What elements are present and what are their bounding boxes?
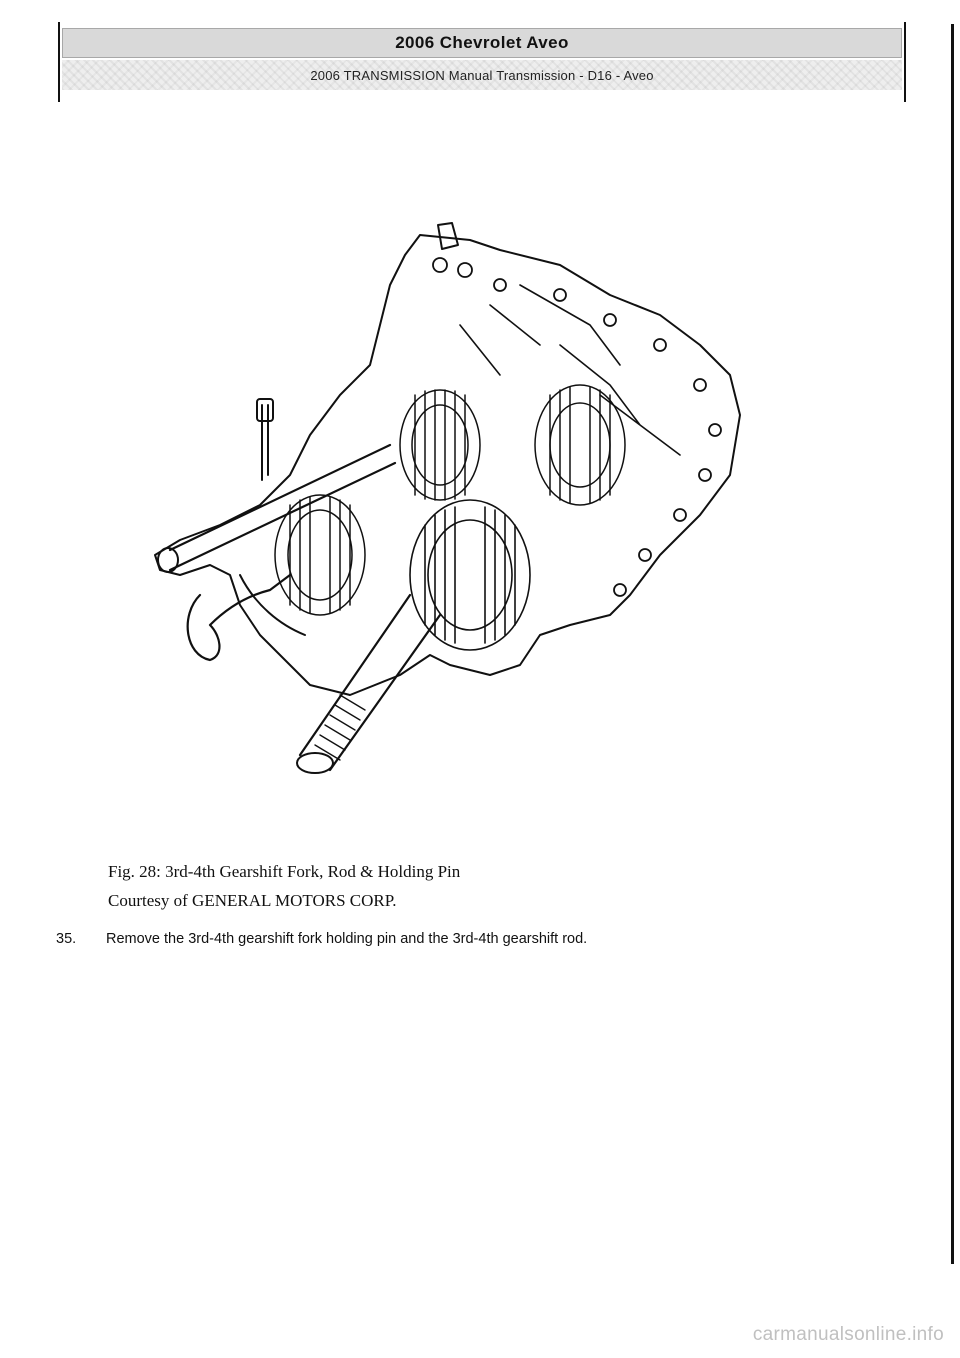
output-shaft-end [297,753,333,773]
figure-caption-title: Fig. 28: 3rd-4th Gearshift Fork, Rod & Holding Pin [108,862,461,881]
header-rule-right [904,22,906,102]
gear-cluster-right [535,385,625,505]
figure-caption [108,857,808,915]
shift-rod [170,445,395,570]
output-shaft [300,595,440,770]
transmission-illustration [140,195,760,775]
procedure-step [56,931,916,947]
transmission-case-outline [155,235,740,695]
watermark: carmanualsonline.info [752,1324,944,1345]
page-header [62,28,902,90]
header-title-bar [62,28,902,58]
gear-cluster-middle [400,390,480,500]
step-number: 35. [56,931,77,947]
step-text: Remove the 3rd-4th gearshift fork holding pin and the 3rd-4th gearshift rod. [106,931,588,947]
header-rule-left [58,22,60,102]
header-title: 2006 Chevrolet Aveo [395,33,569,52]
case-stud [438,223,458,249]
gear-front [410,500,530,650]
output-shaft-splines [315,695,365,760]
header-subtitle-bar [62,60,902,90]
shift-rod-end [158,548,178,572]
page-side-rule [951,24,954,1264]
holding-pin [262,405,268,480]
gear-cluster-left [275,495,365,615]
case-bolt-holes [433,258,721,596]
figure-caption-credit: Courtesy of GENERAL MOTORS CORP. [108,891,397,910]
header-subtitle: 2006 TRANSMISSION Manual Transmission - D16 - Aveo [310,67,654,83]
